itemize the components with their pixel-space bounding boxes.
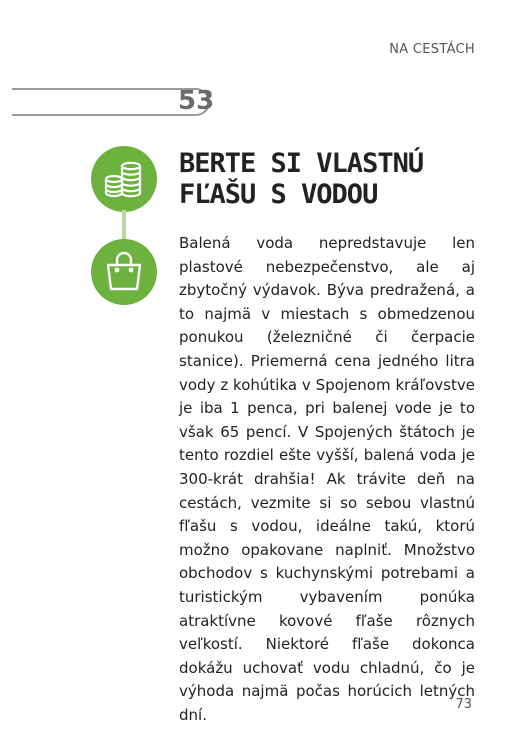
section-header: NA CESTÁCH bbox=[389, 42, 475, 57]
coins-icon bbox=[91, 146, 157, 212]
shopping-bag-icon bbox=[91, 239, 157, 305]
tip-title bbox=[179, 148, 479, 210]
page-number: 73 bbox=[455, 697, 472, 712]
icon-connector bbox=[122, 210, 126, 241]
tip-title-line: FĽAŠU S VODOU bbox=[179, 179, 378, 210]
tip-title-line: BERTE SI VLASTNÚ bbox=[179, 148, 424, 179]
tip-number: 53 bbox=[178, 86, 215, 116]
body-paragraph: Balená voda nepredstavuje len plastové nebezpečenstvo, ale aj zbytočný výdavok. Býva predražená, a to najmä v miestach s obmedzenou ponukou (železničné či čerpacie stanice). Priemerná cena jedného litra vody z kohútika v Spojenom kráľovstve je iba 1 penca, pri balenej vode je to však 65 pencí. V Spojených štátoch je tento rozdiel ešte vyšší, balená voda je 300-krát drahšia! Ak trávite deň na cestách, vezmite si so sebou vlastnú fľašu s vodou, ideálne takú, ktorú možno opakovane naplniť. Množstvo obchodov s kuchynskými potrebami a turistickým vybavením ponúka atraktívne kovové fľaše rôznych veľkostí. Niektoré fľaše dokonca dokážu uchovať vodu chladnú, čo je výhoda najmä počas horúcich letných dní. bbox=[179, 234, 475, 724]
